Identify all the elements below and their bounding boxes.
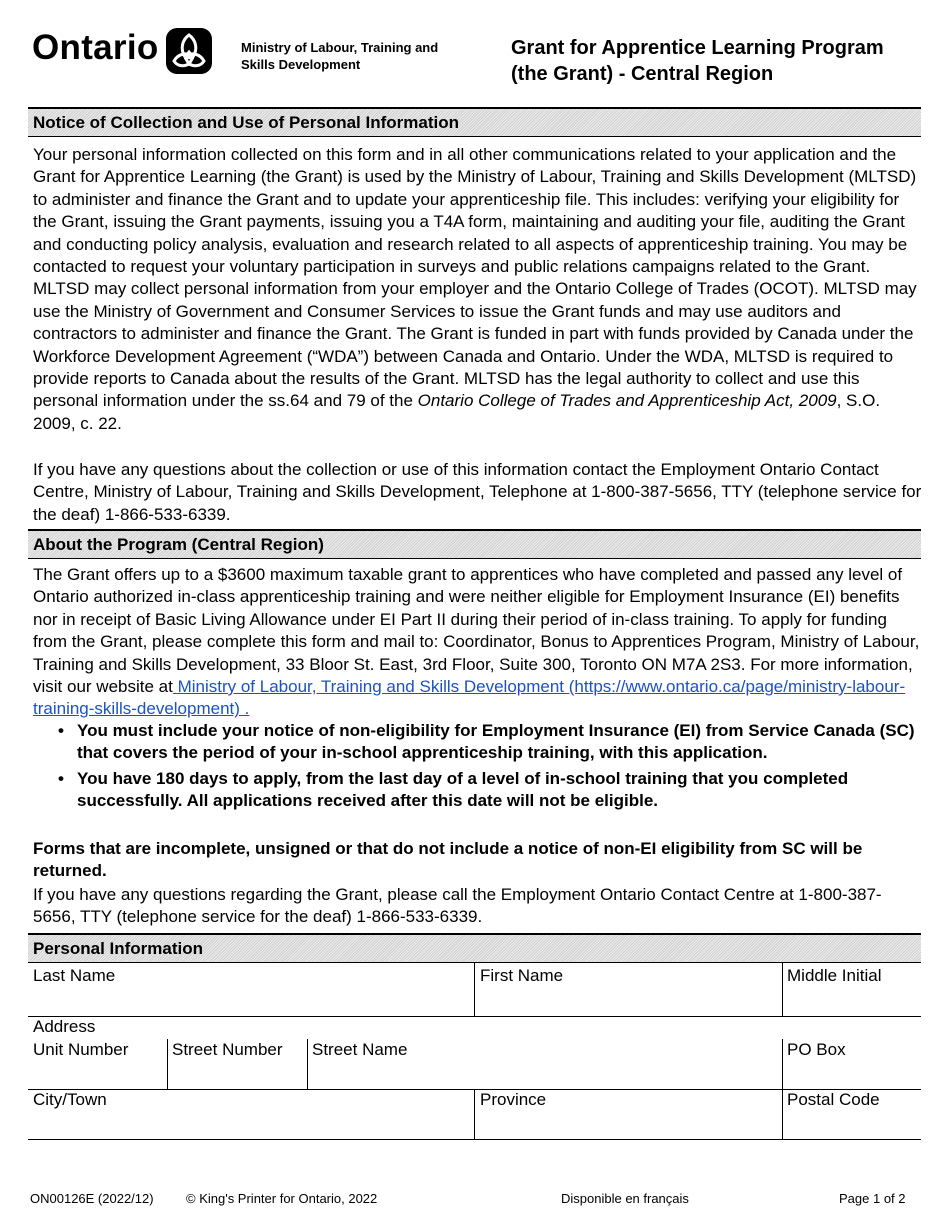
street-name-field[interactable]: Street Name [312, 1040, 408, 1059]
form-title: Grant for Apprentice Learning Program (the Grant) - Central Region [511, 37, 884, 85]
address-label: Address [33, 1017, 96, 1036]
french-availability: Disponible en français [561, 1191, 689, 1206]
page-number: Page 1 of 2 [839, 1191, 906, 1206]
program-paragraph: The Grant offers up to a $3600 maximum taxable grant to apprentices who have completed and passed any level of Ontario authorized in-class apprenticeship training and were neither eligible for Employment Insurance (EI) benefits nor in receipt of Basic Living Allowance under EI Part II during their period of in-class training. To apply for funding from the Grant, please complete this form and mail to: Coordinator, Bonus to Apprentices Program, Ministry of Labour, Training and Skills Development, 33 Bloor St. East, 3rd Floor, Suite 300, Toronto ON M7A 2S3. For more information, visit our website at Ministry of Labour, Training and Skills Development (https://www.ontario.ca/page/ministry-labour-training-skills-development) . [33, 565, 920, 719]
middle-initial-field[interactable]: Middle Initial [787, 966, 882, 985]
ministry-website-link[interactable]: Ministry of Labour, Training and Skills Development (https://www.ontario.ca/page/ministry-labour-training-skills-development) . [33, 677, 906, 719]
notice-paragraph: Your personal information collected on this form and in all other communications related to your application and the Grant for Apprentice Learning (the Grant) is used by the Ministry of Labour, Training and Skills Development (MLTSD) to administer and finance the Grant and to update your apprenticeship file. This includes: verifying your eligibility for the Grant, issuing the Grant payments, issuing you a T4A form, maintaining and auditing your file, auditing the Grant and conducting policy analysis, evaluation and research related to all aspects of apprenticeship training. You may be contacted to request your voluntary participation in surveys and public relations campaigns related to the Grant. MLTSD may collect personal information from your employer and the Ontario College of Trades (OCOT). MLTSD may use the Ministry of Government and Consumer Services to issue the Grant funds and may use auditors and contractors to administer and finance the Grant. The Grant is funded in part with funds provided by Canada under the Workforce Development Agreement (“WDA”) between Canada and Ontario. Under the WDA, MLTSD is required to provide reports to Canada about the results of the Grant. MLTSD has the legal authority to collect and use this personal information under the ss.64 and 79 of the Ontario College of Trades and Apprenticeship Act, 2009, S.O. 2009, c. 22. [33, 145, 917, 433]
divider [167, 1039, 168, 1090]
first-name-field[interactable]: First Name [480, 966, 564, 985]
notice-contact-paragraph: If you have any questions about the collection or use of this information contact the Employment Ontario Contact Centre, Ministry of Labour, Training and Skills Development, Telephone at 1-800-387-5656, TTY (telephone service for the deaf) 1-866-533-6339. [33, 460, 922, 524]
ministry-name: Ministry of Labour, Training and Skills Development [241, 40, 439, 72]
last-name-field[interactable]: Last Name [33, 966, 116, 985]
trillium-logo-icon [165, 27, 213, 75]
city-town-field[interactable]: City/Town [33, 1090, 107, 1109]
divider [28, 1139, 921, 1140]
unit-number-field[interactable]: Unit Number [33, 1040, 129, 1059]
program-heading: About the Program (Central Region) [28, 529, 921, 559]
divider [782, 1039, 783, 1090]
province-field[interactable]: Province [480, 1090, 547, 1109]
divider [474, 1089, 475, 1140]
divider [782, 1089, 783, 1140]
copyright: © King's Printer for Ontario, 2022 [186, 1191, 378, 1206]
form-id: ON00126E (2022/12) [30, 1191, 154, 1206]
list-item: • You must include your notice of non-eligibility for Employment Insurance (EI) from Service Canada (SC) that covers the period of your in-school apprenticeship training, with this application. [56, 720, 916, 765]
program-contact-paragraph: If you have any questions regarding the Grant, please call the Employment Ontario Contact Centre at 1-800-387-5656, TTY (telephone service for the deaf) 1-866-533-6339. [33, 885, 882, 927]
notice-heading: Notice of Collection and Use of Personal Information [28, 107, 921, 137]
po-box-field[interactable]: PO Box [787, 1040, 846, 1059]
divider [474, 963, 475, 1017]
requirements-list [56, 720, 916, 816]
personal-info-heading: Personal Information [28, 933, 921, 963]
ontario-logo-text: Ontario [32, 28, 159, 67]
list-item: • You have 180 days to apply, from the last day of a level of in-school training that you completed successfully. All applications received after this date will not be eligible. [56, 768, 916, 813]
incomplete-forms-warning: Forms that are incomplete, unsigned or that do not include a notice of non-EI eligibility from SC will be returned. [33, 839, 863, 881]
divider [782, 963, 783, 1017]
postal-code-field[interactable]: Postal Code [787, 1090, 880, 1109]
street-number-field[interactable]: Street Number [172, 1040, 283, 1059]
divider [28, 1016, 921, 1017]
divider [307, 1039, 308, 1090]
